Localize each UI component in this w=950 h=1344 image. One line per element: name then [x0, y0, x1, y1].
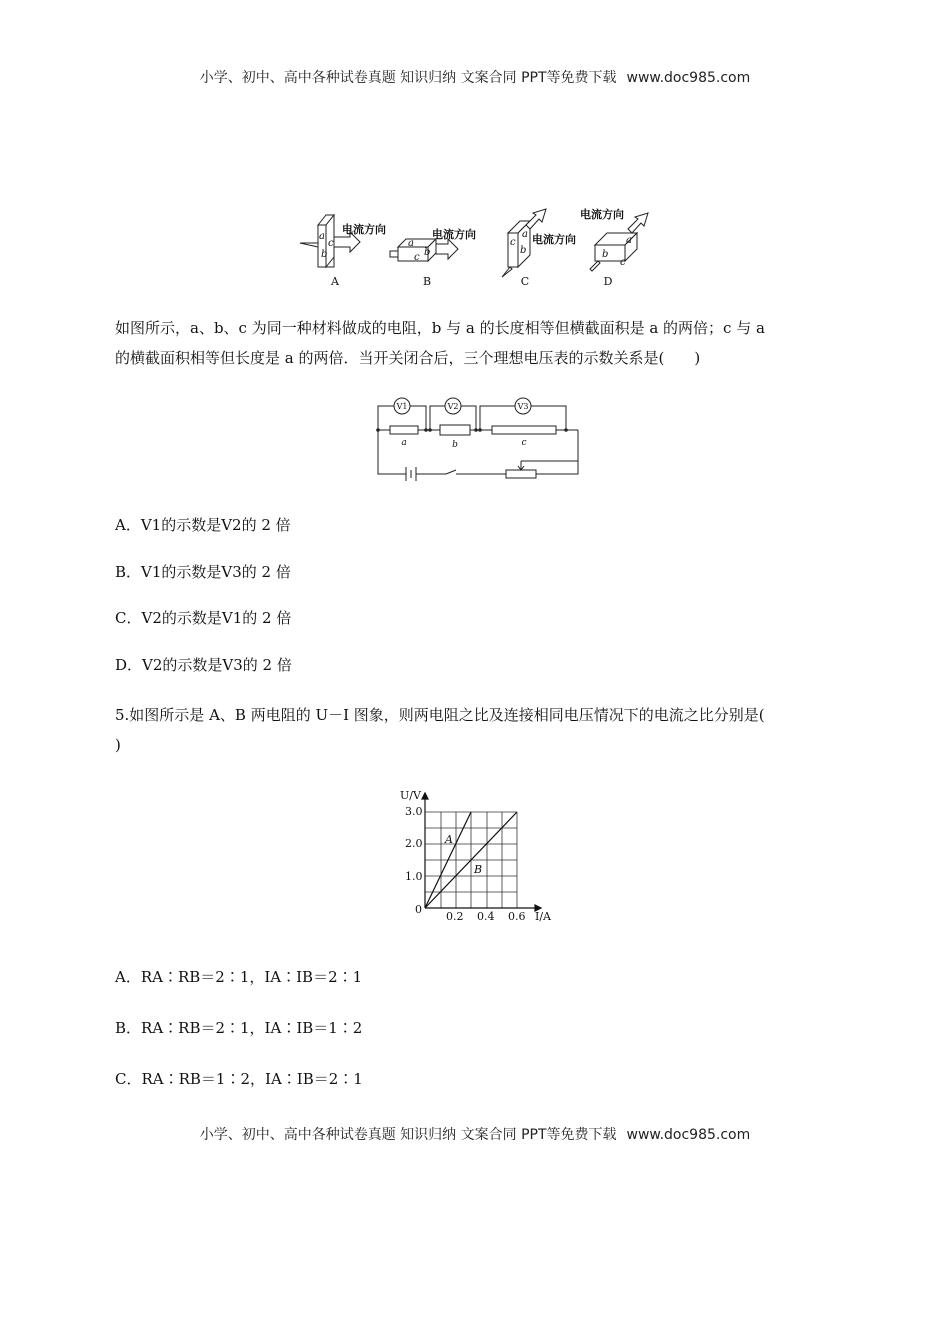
header-url[interactable]: www.doc985.com	[626, 70, 751, 86]
xtick-1: 0.2	[446, 910, 464, 923]
page-header	[0, 67, 950, 87]
q4-option-d[interactable]	[115, 654, 292, 675]
q4-option-c-letter: C．	[115, 609, 142, 627]
face-label-a-b: a	[408, 238, 414, 249]
q5-option-c[interactable]	[115, 1068, 363, 1089]
face-label-a-d: a	[626, 235, 632, 246]
circuit-diagram	[370, 393, 585, 483]
footer-url[interactable]: www.doc985.com	[626, 1127, 751, 1143]
face-label-b: b	[321, 249, 328, 260]
current-label-b: 电流方向	[432, 228, 476, 241]
q5-option-a-letter: A．	[115, 968, 141, 986]
q4-option-c[interactable]	[115, 607, 291, 628]
question-4	[115, 313, 840, 373]
q4-option-c-text: V2的示数是V1的 2 倍	[141, 609, 292, 627]
q5-option-a[interactable]	[115, 966, 362, 987]
q4-option-b[interactable]	[115, 561, 291, 582]
q4-option-d-letter: D．	[115, 656, 143, 674]
page-footer	[0, 1124, 950, 1144]
resistor-c-label: c	[521, 438, 527, 448]
current-label-d: 电流方向	[580, 208, 624, 221]
current-label-a: 电流方向	[342, 223, 386, 236]
q4-option-d-text: V2的示数是V3的 2 倍	[142, 656, 292, 674]
q5-option-b[interactable]	[115, 1017, 362, 1038]
line-a-label: A	[445, 833, 453, 846]
q4-option-a-text: V1的示数是V2的 2 倍	[140, 516, 291, 534]
q4-line-2: 的横截面积相等但长度是 a 的两倍．当开关闭合后，三个理想电压表的示数关系是( )	[115, 349, 701, 367]
q4-option-b-letter: B．	[115, 563, 142, 581]
line-b-label: B	[474, 863, 483, 876]
xtick-3: 0.6	[508, 910, 526, 923]
xtick-2: 0.4	[477, 910, 495, 923]
graph-xlabel: I/A	[535, 910, 551, 923]
face-label-a: a	[319, 231, 325, 242]
q5-option-b-text: RA∶RB＝2∶1，IA∶IB＝1∶2	[141, 1019, 363, 1037]
option-label-b: B	[422, 275, 432, 288]
face-label-c: c	[328, 238, 334, 249]
voltmeter-v3: V3	[517, 402, 529, 411]
q5-option-a-text: RA∶RB＝2∶1，IA∶IB＝2∶1	[140, 968, 363, 986]
question-5	[115, 700, 840, 760]
q4-option-a-letter: A．	[115, 516, 141, 534]
face-label-c-c: c	[510, 237, 516, 248]
graph-ylabel: U/V	[400, 789, 421, 802]
footer-text: 小学、初中、高中各种试卷真题 知识归纳 文案合同 PPT等免费下载	[199, 1127, 617, 1143]
q5-option-c-letter: C．	[115, 1070, 142, 1088]
face-label-b-b: b	[424, 247, 431, 258]
ytick-3: 3.0	[405, 805, 423, 818]
face-label-b-c: b	[520, 245, 527, 256]
ui-graph	[395, 785, 565, 925]
q4-line-1: 如图所示，a、b、c 为同一种材料做成的电阻，b 与 a 的长度相等但横截面积是 a 的两倍；c 与 a	[115, 319, 765, 337]
q4-option-a[interactable]	[115, 514, 291, 535]
option-label-c: C	[520, 275, 530, 288]
q5-line-2: )	[115, 736, 121, 754]
voltmeter-v2: V2	[447, 402, 459, 411]
option-label-a: A	[331, 275, 339, 288]
face-label-a-c: a	[522, 229, 528, 240]
face-label-c-b: c	[414, 252, 420, 263]
resistor-b-label: b	[452, 440, 458, 450]
q5-line-1: 5.如图所示是 A、B 两电阻的 U－I 图象，则两电阻之比及连接相同电压情况下的电流之比分别是(	[115, 706, 765, 724]
resistor-a-label: a	[401, 438, 407, 448]
header-text: 小学、初中、高中各种试卷真题 知识归纳 文案合同 PPT等免费下载	[199, 70, 617, 86]
face-label-c-d: c	[620, 257, 626, 268]
q5-option-b-letter: B．	[115, 1019, 142, 1037]
graph-origin: 0	[415, 903, 422, 916]
option-label-d: D	[603, 275, 613, 288]
voltmeter-v1: V1	[396, 402, 408, 411]
current-direction-figure	[290, 205, 660, 295]
q4-option-b-text: V1的示数是V3的 2 倍	[141, 563, 291, 581]
ytick-2: 2.0	[405, 837, 423, 850]
current-label-c: 电流方向	[532, 233, 576, 246]
face-label-b-d: b	[602, 249, 609, 260]
ytick-1: 1.0	[405, 870, 423, 883]
q5-option-c-text: RA∶RB＝1∶2，IA∶IB＝2∶1	[141, 1070, 363, 1088]
